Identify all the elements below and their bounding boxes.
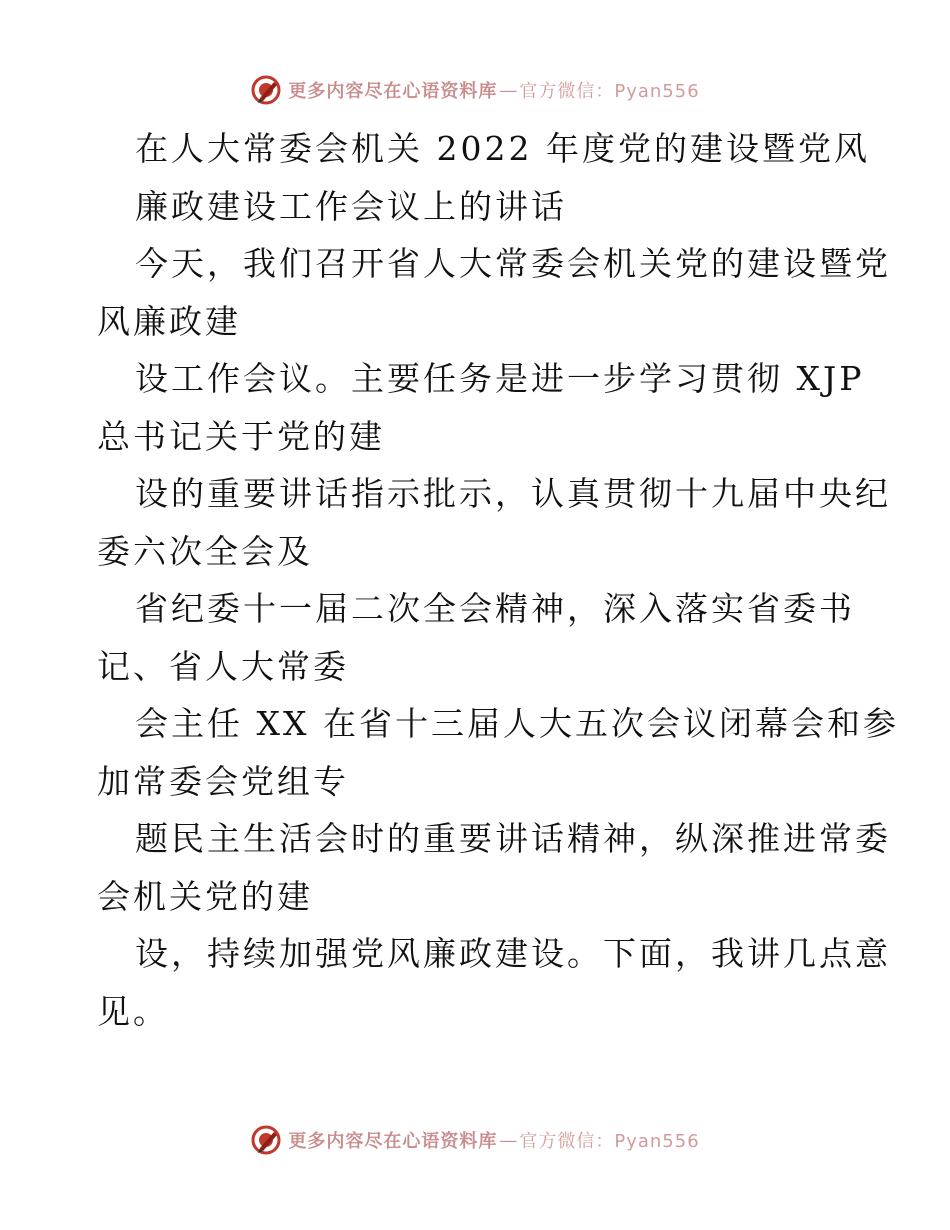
paragraph-line: 委六次全会及 xyxy=(97,531,313,571)
footer-watermark xyxy=(0,1120,950,1160)
document-title-line-1: 在人大常委会机关 2022 年度党的建设暨党风 xyxy=(135,129,870,168)
paragraph-line: 题民主生活会时的重要讲话精神，纵深推进常委 xyxy=(135,819,891,858)
paragraph-line: 加常委会党组专 xyxy=(97,761,349,801)
watermark-brand: 更多内容尽在心语资料库 xyxy=(288,1131,498,1152)
watermark-contact: 官方微信：Pyan556 xyxy=(519,81,700,102)
header-watermark xyxy=(0,70,950,110)
watermark-contact: 官方微信：Pyan556 xyxy=(519,1131,700,1152)
paragraph-line: 会机关党的建 xyxy=(97,876,313,916)
document-body xyxy=(97,120,899,1040)
watermark-separator: — xyxy=(499,1129,518,1151)
paragraph-line: 设工作会议。主要任务是进一步学习贯彻 XJP xyxy=(135,359,865,398)
paragraph-line: 省纪委十一届二次全会精神，深入落实省委书 xyxy=(135,589,855,628)
watermark-brand: 更多内容尽在心语资料库 xyxy=(288,81,498,102)
document-title-line-2: 廉政建设工作会议上的讲话 xyxy=(135,186,567,226)
paragraph-line: 会主任 XX 在省十三届人大五次会议闭幕会和参 xyxy=(135,704,899,743)
paragraph-line: 设的重要讲话指示批示，认真贯彻十九届中央纪 xyxy=(135,474,891,513)
watermark-separator: — xyxy=(499,79,518,101)
pen-logo-icon xyxy=(250,1124,282,1156)
paragraph-line: 总书记关于党的建 xyxy=(97,416,385,456)
pen-logo-icon xyxy=(250,74,282,106)
paragraph-line: 见。 xyxy=(97,991,169,1031)
paragraph-line: 设，持续加强党风廉政建设。下面，我讲几点意 xyxy=(135,934,891,973)
paragraph-line: 今天，我们召开省人大常委会机关党的建设暨党 xyxy=(135,244,891,283)
paragraph-line: 风廉政建 xyxy=(97,301,241,341)
paragraph-line: 记、省人大常委 xyxy=(97,646,349,686)
